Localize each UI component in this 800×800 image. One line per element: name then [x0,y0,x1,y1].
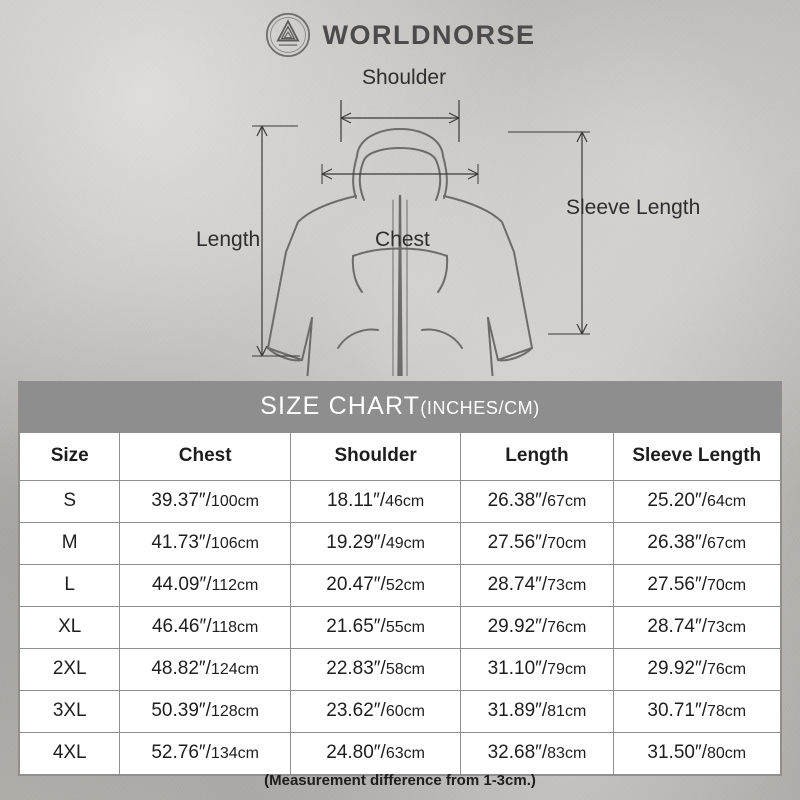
cell-shoulder-inches: 23.62″/ [326,700,386,721]
column-header-shoulder: Shoulder [290,433,460,481]
cell-length [461,565,613,607]
cell-chest [120,733,290,775]
cell-shoulder-inches: 18.11″/ [326,490,386,511]
cell-shoulder-cm: 55cm [385,619,425,636]
cell-sleeve [613,733,780,775]
cell-sleeve-inches: 25.20″/ [647,490,707,511]
cell-length-inches: 26.38″/ [487,490,548,511]
cell-sleeve-cm: 70cm [706,577,747,594]
cell-length [461,607,613,649]
cell-length-cm: 73cm [547,577,587,594]
cell-length-cm: 79cm [547,661,587,678]
cell-length-cm: 67cm [547,493,587,510]
cell-chest-inches: 48.82″/ [151,658,211,679]
cell-length [461,481,613,523]
brand-name: WORLDNORSE [322,19,536,50]
size-chart-title [19,382,781,432]
cell-chest-cm: 134cm [210,745,259,762]
cell-shoulder-inches: 24.80″/ [326,742,386,763]
cell-chest-cm: 100cm [210,493,259,510]
cell-sleeve-inches: 28.74″/ [647,616,707,637]
cell-shoulder [290,733,460,775]
cell-shoulder [290,691,460,733]
cell-sleeve-inches: 29.92″/ [647,658,707,679]
column-header-length: Length [461,433,613,481]
cell-length [461,691,613,733]
cell-length-inches: 28.74″/ [487,574,548,595]
size-chart-title-text: SIZE CHART [260,392,421,420]
cell-shoulder-cm: 52cm [385,577,425,594]
cell-shoulder-cm: 63cm [385,745,425,762]
cell-length-cm: 76cm [547,619,587,636]
cell-length-cm: 83cm [547,745,587,762]
table-row [20,607,781,649]
table-row [20,691,781,733]
cell-chest-inches: 41.73″/ [151,532,211,553]
column-header-chest: Chest [120,433,290,481]
cell-sleeve-inches: 30.71″/ [647,700,707,721]
diagram-label-shoulder: Shoulder [362,66,447,89]
cell-sleeve-cm: 67cm [706,535,747,552]
cell-shoulder-inches: 21.65″/ [326,616,386,637]
table-row [20,481,781,523]
cell-length-cm: 70cm [547,535,587,552]
cell-size: XL [20,607,120,649]
cell-length-inches: 27.56″/ [487,532,548,553]
cell-length [461,733,613,775]
cell-length-cm: 81cm [547,703,587,720]
cell-shoulder-inches: 20.47″/ [326,574,386,595]
cell-shoulder-inches: 19.29″/ [326,532,386,553]
cell-chest [120,565,290,607]
cell-size: 2XL [20,649,120,691]
cell-shoulder-inches: 22.83″/ [326,658,386,679]
cell-sleeve-inches: 31.50″/ [647,742,707,763]
cell-shoulder-cm: 49cm [385,535,425,552]
cell-sleeve-cm: 78cm [706,703,747,720]
table-row [20,565,781,607]
cell-chest [120,523,290,565]
cell-sleeve [613,523,780,565]
cell-chest-inches: 39.37″/ [151,490,211,511]
diagram-label-length: Length [196,228,261,251]
cell-chest-cm: 124cm [210,661,259,678]
cell-size: 3XL [20,691,120,733]
cell-length [461,523,613,565]
column-header-size: Size [20,433,120,481]
diagram-label-chest: Chest [375,228,430,251]
cell-sleeve [613,691,780,733]
table-row [20,733,781,775]
cell-chest-cm: 118cm [211,619,259,636]
column-header-sleeve-length: Sleeve Length [613,433,780,481]
cell-shoulder [290,649,460,691]
cell-shoulder-cm: 60cm [385,703,425,720]
diagram-label-sleeve-length: Sleeve Length [566,196,701,219]
cell-length-inches: 32.68″/ [487,742,548,763]
table-row [20,649,781,691]
valknut-knot-icon [265,12,311,58]
size-chart-title-unit: (INCHES/CM) [420,398,540,418]
cell-size: L [20,565,120,607]
cell-length-inches: 31.10″/ [487,658,548,679]
cell-shoulder-cm: 46cm [385,493,425,510]
cell-shoulder [290,565,460,607]
cell-size: S [20,481,120,523]
measurement-footnote: (Measurement difference from 1-3cm.) [264,772,536,789]
table-row [20,523,781,565]
cell-chest-inches: 50.39″/ [151,700,211,721]
cell-sleeve [613,607,780,649]
cell-shoulder-cm: 58cm [385,661,425,678]
cell-size: 4XL [20,733,120,775]
cell-sleeve-inches: 27.56″/ [647,574,707,595]
cell-chest-cm: 106cm [210,535,259,552]
cell-chest-inches: 52.76″/ [151,742,211,763]
cell-sleeve [613,481,780,523]
cell-size: M [20,523,120,565]
brand-header [0,12,800,58]
cell-length [461,649,613,691]
cell-length-inches: 29.92″/ [487,616,548,637]
cell-chest-cm: 112cm [211,577,259,594]
cell-sleeve [613,649,780,691]
cell-sleeve-cm: 64cm [706,493,747,510]
cell-shoulder [290,523,460,565]
cell-chest [120,481,290,523]
cell-sleeve-cm: 80cm [706,745,747,762]
table-header-row [20,433,781,481]
size-chart-table [19,432,781,775]
cell-shoulder [290,481,460,523]
cell-sleeve-inches: 26.38″/ [647,532,707,553]
garment-diagram [0,56,800,376]
cell-chest [120,649,290,691]
cell-chest [120,691,290,733]
cell-chest-inches: 44.09″/ [151,574,212,595]
cell-shoulder [290,607,460,649]
cell-chest-inches: 46.46″/ [151,616,212,637]
cell-chest-cm: 128cm [210,703,259,720]
cell-length-inches: 31.89″/ [487,700,548,721]
cell-sleeve [613,565,780,607]
size-chart-table-container [18,381,782,776]
cell-sleeve-cm: 76cm [706,661,747,678]
cell-chest [120,607,290,649]
cell-sleeve-cm: 73cm [706,619,747,636]
